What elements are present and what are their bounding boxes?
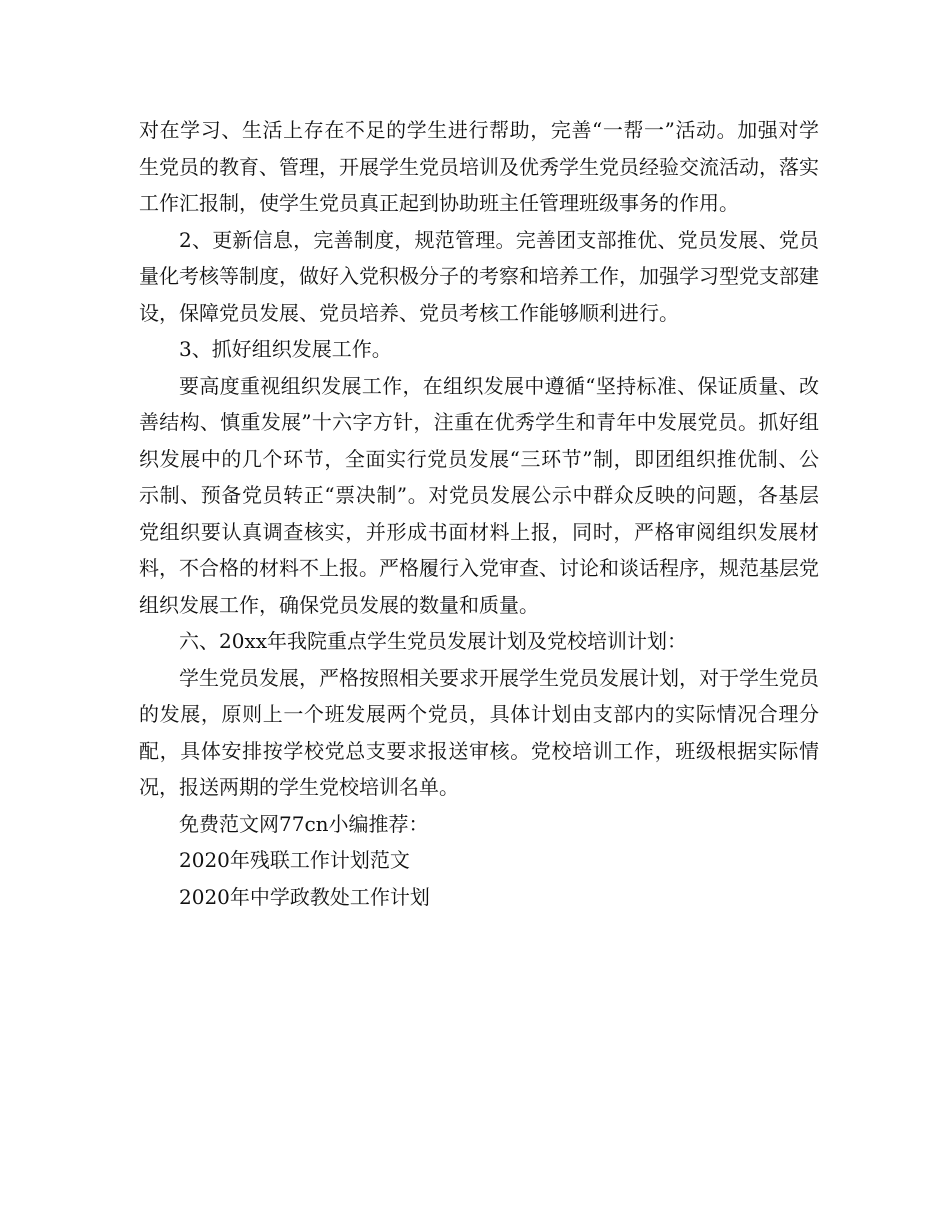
document-body (139, 112, 819, 915)
recommend-link-political-education[interactable]: 2020年中学政教处工作计划 (179, 884, 430, 909)
section-six-heading: 六、20xx年我院重点学生党员发展计划及党校培训计划： (179, 629, 688, 653)
paragraph-org-development-heading: 3、抓好组织发展工作。 (179, 337, 392, 361)
recommend-link-disabled-federation[interactable]: 2020年残联工作计划范文 (179, 848, 410, 872)
recommend-heading: 免费范文网77cn小编推荐： (179, 811, 429, 836)
paragraph-member-plan: 学生党员发展，严格按照相关要求开展学生党员发展计划，对于学生党员的发展，原则上一个班发展两个党员，具体计划由支部内的实际情况合理分配，具体安排按学校党总支要求报送审核。党校培训工作，班级根据实际情况，报送两期的学生党校培训名单。 (139, 665, 819, 799)
paragraph-update-info: 2、更新信息，完善制度，规范管理。完善团支部推优、党员发展、党员量化考核等制度，做好入党积极分子的考察和培养工作，加强学习型党支部建设，保障党员发展、党员培养、党员考核工作能够顺利进行。 (139, 227, 819, 325)
paragraph-org-development: 要高度重视组织发展工作，在组织发展中遵循“坚持标准、保证质量、改善结构、慎重发展”十六字方针，注重在优秀学生和青年中发展党员。抓好组织发展中的几个环节，全面实行党员发展“三环节”制，即团组织推优制、公示制、预备党员转正“票决制”。对党员发展公示中群众反映的问题，各基层党组织要认真调查核实，并形成书面材料上报，同时，严格审阅组织发展材料，不合格的材料不上报。严格履行入党审查、讨论和谈话程序，规范基层党组织发展工作，确保党员发展的数量和质量。 (139, 373, 819, 617)
paragraph-continuation: 对在学习、生活上存在不足的学生进行帮助，完善“一帮一”活动。加强对学生党员的教育、管理，开展学生党员培训及优秀学生党员经验交流活动，落实工作汇报制，使学生党员真正起到协助班主任管理班级事务的作用。 (139, 118, 819, 215)
